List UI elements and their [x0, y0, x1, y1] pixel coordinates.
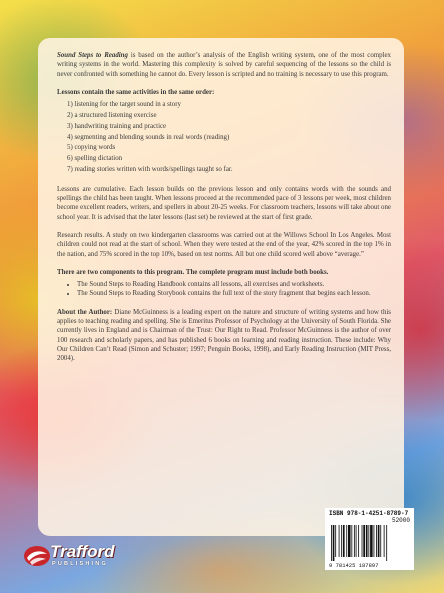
- barcode-stripe: [374, 525, 375, 557]
- activity-item: 2) a structured listening exercise: [67, 111, 157, 119]
- component-item: • The Sound Steps to Reading Handbook contains all lessons, all exercises and worksheets.: [77, 280, 391, 289]
- barcode-stripe: [362, 525, 363, 557]
- barcode-stripe: [351, 525, 352, 557]
- publisher-subtitle: PUBLISHING: [52, 561, 108, 567]
- barcode-stripe: [386, 525, 387, 561]
- barcode-stripe: [366, 525, 368, 557]
- publisher-logo: [23, 542, 133, 572]
- barcode-stripe: [348, 525, 351, 557]
- barcode-digits: 9 781425 187897: [329, 562, 379, 569]
- barcode-stripe: [363, 525, 365, 557]
- activity-item: 4) segmenting and blending sounds in real words (reading): [67, 133, 230, 141]
- trafford-swirl-icon: [23, 544, 51, 568]
- barcode-stripe: [335, 525, 336, 557]
- research-paragraph: Research results. A study on two kindergarten classrooms was carried out at the Willows School In Los Angeles. Most children could not read at the start of school. When they were tested at the end of the year, 42% scored in the top 1% in the nation, and 75% scored in the top 10%, based on test norms. All but one child scored well above “average.”: [57, 231, 391, 258]
- isbn-number: ISBN 978-1-4251-8789-7: [329, 510, 409, 517]
- barcode-stripe: [378, 525, 380, 557]
- barcode-stripe: [333, 525, 335, 561]
- isbn-barcode: [325, 508, 414, 570]
- activity-item: 1) listening for the target sound in a story: [67, 101, 181, 109]
- activities-heading: Lessons contain the same activities in the same order:: [57, 88, 215, 96]
- barcode-stripe: [376, 525, 377, 557]
- author-label: About the Author:: [57, 308, 113, 316]
- barcode-stripe: [380, 525, 381, 557]
- barcode-stripe: [341, 525, 342, 557]
- author-paragraph: [57, 308, 391, 364]
- barcode-stripe: [346, 525, 347, 557]
- barcode-bars: [331, 525, 409, 561]
- cumulative-paragraph: Lessons are cumulative. Each lesson builds on the previous lesson and only contains words with the sounds and spellings the child has been taught. When lessons proceed at the recommended pace of 3 lessons per week, most children become excellent readers, writers, and spellers in about 20-25 weeks. For classroom teachers, lessons will take about one school year. It is advised that the later lessons (last set) be reviewed at the start of first grade.: [57, 185, 391, 221]
- components-heading: There are two components to this program. The complete program must include both books.: [57, 268, 329, 276]
- barcode-stripe: [370, 525, 373, 557]
- barcode-stripe: [339, 525, 340, 557]
- component-item: • The Sound Steps to Reading Storybook contains the full text of the story fragment that begins each lesson.: [77, 289, 391, 298]
- barcode-stripe: [331, 525, 332, 561]
- intro-paragraph: [57, 51, 391, 79]
- barcode-stripe: [368, 525, 369, 557]
- activity-item: 3) handwriting training and practice: [67, 122, 167, 130]
- book-title: Sound Steps to Reading: [57, 52, 128, 59]
- activity-item: 5) copying words: [67, 144, 116, 152]
- author-text: Diane McGuinness is a leading expert on the nature and structure of writing systems and how this applies to teaching reading and spelling. She is Emeritus Professor of Psychology at the University of South Florida. She currently lives in England and is Chairman of the Trust: Our Right to Read. Professor McGuinness is the author of over 100 research and scholarly papers, and has published 6 books on learning and reading instruction. These include: Why Our Children Can’t Read (Simon and Schuster; 1997; Penguin Books, 1998), and Early Reading Instruction (MIT Press, 2004).: [57, 308, 391, 363]
- barcode-stripe: [356, 525, 357, 557]
- components-list: [57, 280, 391, 299]
- barcode-stripe: [384, 525, 385, 557]
- barcode-stripe: [343, 525, 345, 557]
- activity-item: 7) reading stories written with words/spellings taught so far.: [67, 165, 233, 173]
- activities-list: [57, 100, 391, 176]
- activity-item: 6) spelling dictation: [67, 155, 123, 163]
- barcode-stripe: [358, 525, 359, 557]
- back-cover-text-panel: [38, 38, 404, 536]
- barcode-stripe: [354, 525, 355, 557]
- price-code: 52000: [391, 517, 410, 524]
- intro-text: is based on the author’s analysis of the English writing system, one of the most complex writing systems in the world. Mastering this complexity is solved by careful sequencing of the lessons so the child is never confronted with something he cannot do. Every lesson is scripted and no training is necessary to use this program.: [57, 52, 391, 78]
- publisher-name: Trafford: [50, 542, 115, 561]
